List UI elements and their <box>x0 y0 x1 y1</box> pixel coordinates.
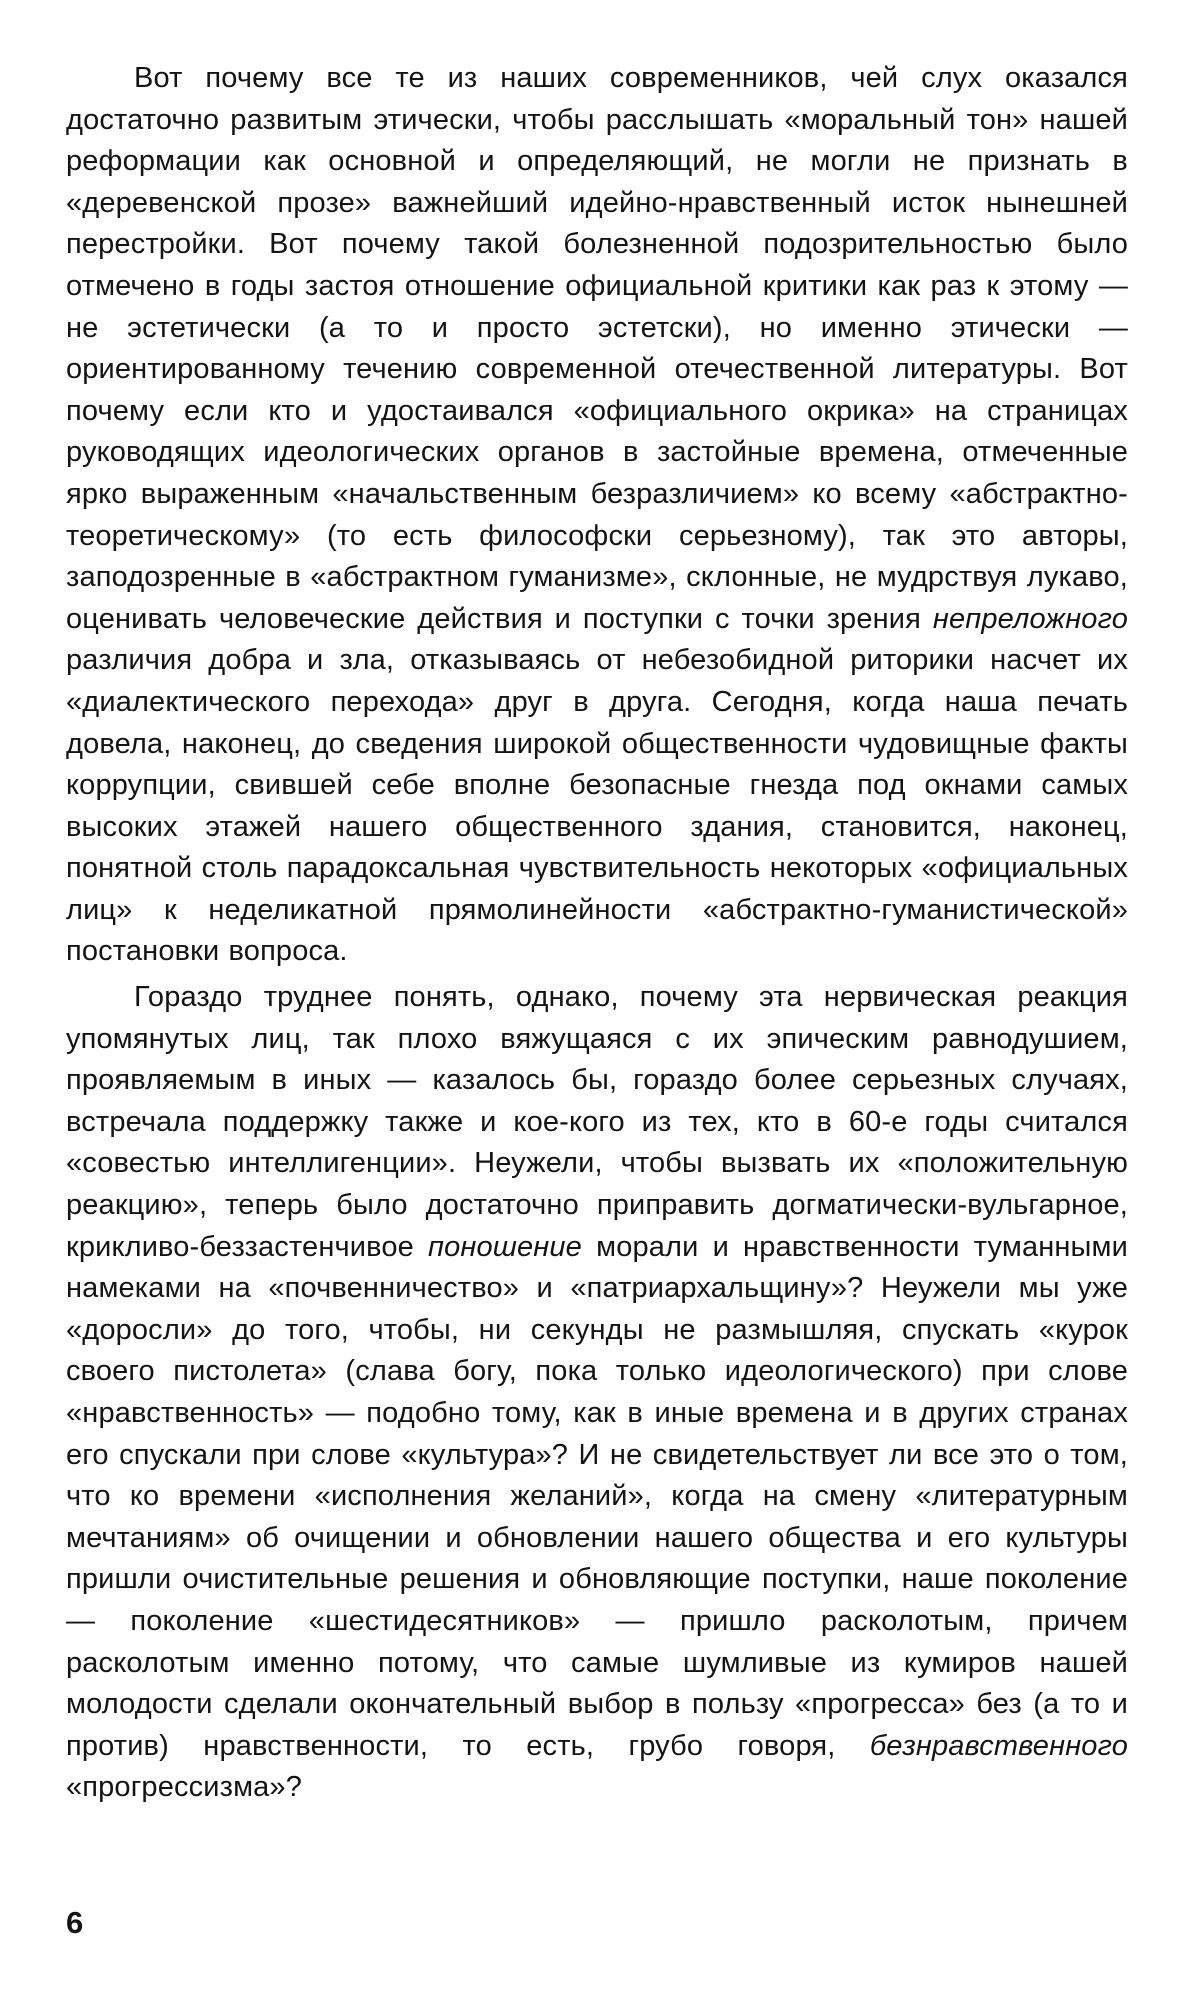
paragraph-2 <box>66 977 1128 1809</box>
paragraph-2-text-b: морали и нравственности туманными намеками на «почвенничество» и «патриархальщину»? Неужели мы уже «доросли» до того, чтобы, ни секунды не размышляя, спускать «курок своего пистолета» (слава богу, пока только идеологического) при слове «нравственность» — подобно тому, как в иные времена и в других странах его спускали при слове «культура»? И не свидетельствует ли все это о том, что ко времени «исполнения желаний», когда на смену «литературным мечтаниям» об очищении и обновлении нашего общества и его культуры пришли очистительные решения и обновляющие поступки, наше поколение — поколение «шестидесятников» — пришло расколотым, причем расколотым именно потому, что самые шумливые из кумиров нашей молодости сделали окончательный выбор в пользу «прогресса» без (а то и против) нравственности, то есть, грубо говоря, <box>66 1230 1128 1762</box>
paragraph-2-italic-word-1: поношение <box>428 1230 582 1263</box>
page-body <box>66 58 1128 1809</box>
paragraph-1-italic-word: непреложного <box>932 602 1128 635</box>
page-number: 6 <box>66 1905 84 1940</box>
paragraph-2-text-c: «прогрессизма»? <box>66 1771 302 1804</box>
paragraph-2-italic-word-2: безнравственного <box>869 1729 1128 1762</box>
paragraph-1-text-a: Вот почему все те из наших современников, чей слух оказался достаточно развитым этически, чтобы расслышать «моральный тон» нашей реформации как основной и определяющий, не могли не признать в «деревенской прозе» важнейший идейно-нравственный исток нынешней перестройки. Вот почему такой болезненной подозрительностью было отмечено в годы застоя отношение официальной критики как раз к этому — не эстетически (а то и просто эстетски), но именно этически — ориентированному течению современной отечественной литературы. Вот почему если кто и удостаивался «официального окрика» на страницах руководящих идеологических органов в застойные времена, отмеченные ярко выраженным «начальственным безразличием» ко всему «абстрактно-теоретическому» (то есть философски серьезному), так это авторы, заподозренные в «абстрактном гуманизме», склонные, не мудрствуя лукаво, оценивать человеческие действия и поступки с точки зрения <box>66 62 1128 635</box>
paragraph-2-text-a: Гораздо труднее понять, однако, почему эта нервическая реакция упомянутых лиц, так плохо вяжущаяся с их эпическим равнодушием, проявляемым в иных — казалось бы, гораздо более серьезных случаях, встречала поддержку также и кое-кого из тех, кто в 60-е годы считался «совестью интеллигенции». Неужели, чтобы вызвать их «положительную реакцию», теперь было достаточно приправить догматически-вульгарное, крикливо-беззастенчивое <box>66 981 1128 1263</box>
paragraph-1 <box>66 58 1128 973</box>
paragraph-1-text-b: различия добра и зла, отказываясь от небезобидной риторики насчет их «диалектического перехода» друг в друга. Сегодня, когда наша печать довела, наконец, до сведения широкой общественности чудовищные факты коррупции, свившей себе вполне безопасные гнезда под окнами самых высоких этажей нашего общественного здания, становится, наконец, понятной столь парадоксальная чувствительность некоторых «официальных лиц» к неделикатной прямолинейности «абстрактно-гуманистической» постановки вопроса. <box>66 644 1128 968</box>
